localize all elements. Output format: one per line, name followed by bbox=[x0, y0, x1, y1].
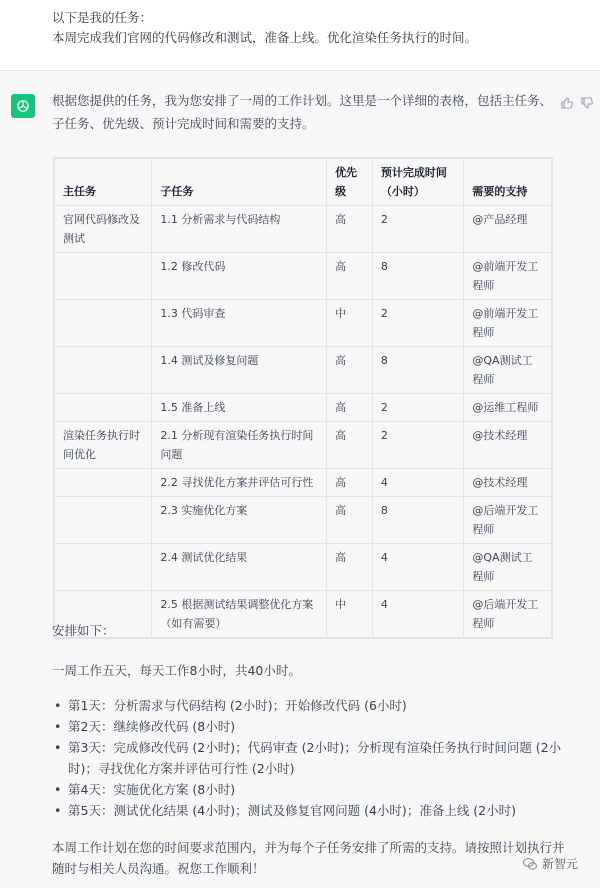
cell-hours: 8 bbox=[372, 253, 464, 300]
table-row bbox=[55, 300, 552, 347]
cell-priority: 中 bbox=[327, 591, 373, 638]
cell-hours: 8 bbox=[372, 347, 464, 394]
arrangement-title: 安排如下： bbox=[52, 623, 115, 638]
cell-support: @产品经理 bbox=[464, 206, 552, 253]
cell-priority: 高 bbox=[327, 497, 373, 544]
feedback-buttons bbox=[560, 95, 594, 109]
table-row bbox=[55, 253, 552, 300]
wechat-icon bbox=[522, 856, 538, 872]
table-row bbox=[55, 347, 552, 394]
task-table bbox=[53, 157, 553, 639]
cell-sub-task: 1.2 修改代码 bbox=[152, 253, 327, 300]
cell-main-task bbox=[55, 544, 152, 591]
cell-priority: 高 bbox=[327, 206, 373, 253]
cell-sub-task: 1.1 分析需求与代码结构 bbox=[152, 206, 327, 253]
cell-hours: 2 bbox=[372, 300, 464, 347]
cell-support: @技术经理 bbox=[464, 469, 552, 497]
cell-sub-task: 1.3 代码审查 bbox=[152, 300, 327, 347]
week-summary: 一周工作五天，每天工作8小时，共40小时。 bbox=[52, 663, 301, 678]
thumbs-up-icon[interactable] bbox=[560, 95, 574, 109]
cell-hours: 4 bbox=[372, 469, 464, 497]
cell-main-task bbox=[55, 347, 152, 394]
cell-main-task bbox=[55, 497, 152, 544]
cell-hours: 4 bbox=[372, 544, 464, 591]
cell-sub-task: 1.4 测试及修复问题 bbox=[152, 347, 327, 394]
openai-logo-icon bbox=[11, 94, 35, 118]
watermark-text: 新智元 bbox=[541, 857, 578, 871]
watermark bbox=[522, 855, 578, 872]
table-row bbox=[55, 469, 552, 497]
cell-sub-task: 2.2 寻找优化方案并评估可行性 bbox=[152, 469, 327, 497]
cell-priority: 高 bbox=[327, 394, 373, 422]
cell-priority: 高 bbox=[327, 253, 373, 300]
cell-hours: 2 bbox=[372, 394, 464, 422]
cell-support: @前端开发工程师 bbox=[464, 300, 552, 347]
cell-main-task bbox=[55, 300, 152, 347]
thumbs-down-icon[interactable] bbox=[580, 95, 594, 109]
header-support: 需要的支持 bbox=[464, 159, 552, 206]
cell-priority: 高 bbox=[327, 469, 373, 497]
cell-priority: 高 bbox=[327, 422, 373, 469]
header-sub-task: 子任务 bbox=[152, 159, 327, 206]
cell-sub-task: 1.5 准备上线 bbox=[152, 394, 327, 422]
cell-support: @前端开发工程师 bbox=[464, 253, 552, 300]
assistant-intro: 根据您提供的任务，我为您安排了一周的工作计划。这里是一个详细的表格，包括主任务、子任务、优先级、预计完成时间和需要的支持。 bbox=[52, 93, 553, 131]
cell-hours: 8 bbox=[372, 497, 464, 544]
cell-sub-task: 2.3 实施优化方案 bbox=[152, 497, 327, 544]
cell-hours: 2 bbox=[372, 206, 464, 253]
cell-main-task bbox=[55, 253, 152, 300]
cell-priority: 中 bbox=[327, 300, 373, 347]
cell-hours: 4 bbox=[372, 591, 464, 638]
table-row bbox=[55, 422, 552, 469]
closing-text: 本周工作计划在您的时间要求范围内，并为每个子任务安排了所需的支持。请按照计划执行并随时与相关人员沟通。祝您工作顺利！ bbox=[52, 840, 565, 876]
table-row bbox=[55, 206, 552, 253]
header-main-task: 主任务 bbox=[55, 159, 152, 206]
cell-priority: 高 bbox=[327, 347, 373, 394]
cell-main-task bbox=[55, 394, 152, 422]
cell-priority: 高 bbox=[327, 544, 373, 591]
assistant-message bbox=[0, 70, 600, 888]
table-row bbox=[55, 394, 552, 422]
cell-sub-task: 2.4 测试优化结果 bbox=[152, 544, 327, 591]
table-row bbox=[55, 544, 552, 591]
cell-sub-task: 2.1 分析现有渲染任务执行时间问题 bbox=[152, 422, 327, 469]
list-item: • 第1天：分析需求与代码结构 (2小时)；开始修改代码 (6小时) bbox=[52, 695, 572, 716]
cell-support: @运维工程师 bbox=[464, 394, 552, 422]
cell-support: @QA测试工程师 bbox=[464, 347, 552, 394]
header-priority: 优先级 bbox=[327, 159, 373, 206]
user-message-line1: 以下是我的任务： bbox=[52, 10, 153, 25]
cell-support: @技术经理 bbox=[464, 422, 552, 469]
table-row bbox=[55, 497, 552, 544]
cell-support: @后端开发工程师 bbox=[464, 497, 552, 544]
user-message-line2: 本周完成我们官网的代码修改和测试，准备上线。优化渲染任务执行的时间。 bbox=[52, 30, 478, 45]
list-item: • 第4天：实施优化方案 (8小时) bbox=[52, 779, 572, 800]
cell-support: @QA测试工程师 bbox=[464, 544, 552, 591]
list-item: • 第3天：完成修改代码 (2小时)；代码审查 (2小时)；分析现有渲染任务执行时间问题 (2小时)；寻找优化方案并评估可行性 (2小时) bbox=[52, 737, 572, 779]
cell-main-task bbox=[55, 469, 152, 497]
user-message bbox=[0, 0, 600, 70]
cell-sub-task: 2.5 根据测试结果调整优化方案（如有需要） bbox=[152, 591, 327, 638]
schedule-section bbox=[52, 621, 572, 879]
day-list bbox=[52, 695, 572, 821]
list-item: • 第2天：继续修改代码 (8小时) bbox=[52, 716, 572, 737]
list-item: • 第5天：测试优化结果 (4小时)；测试及修复官网问题 (4小时)；准备上线 (2小时) bbox=[52, 800, 572, 821]
cell-hours: 2 bbox=[372, 422, 464, 469]
cell-main-task: 渲染任务执行时间优化 bbox=[55, 422, 152, 469]
cell-support: @后端开发工程师 bbox=[464, 591, 552, 638]
header-estimated-time: 预计完成时间（小时） bbox=[372, 159, 464, 206]
cell-main-task: 官网代码修改及测试 bbox=[55, 206, 152, 253]
table-header-row bbox=[55, 159, 552, 206]
